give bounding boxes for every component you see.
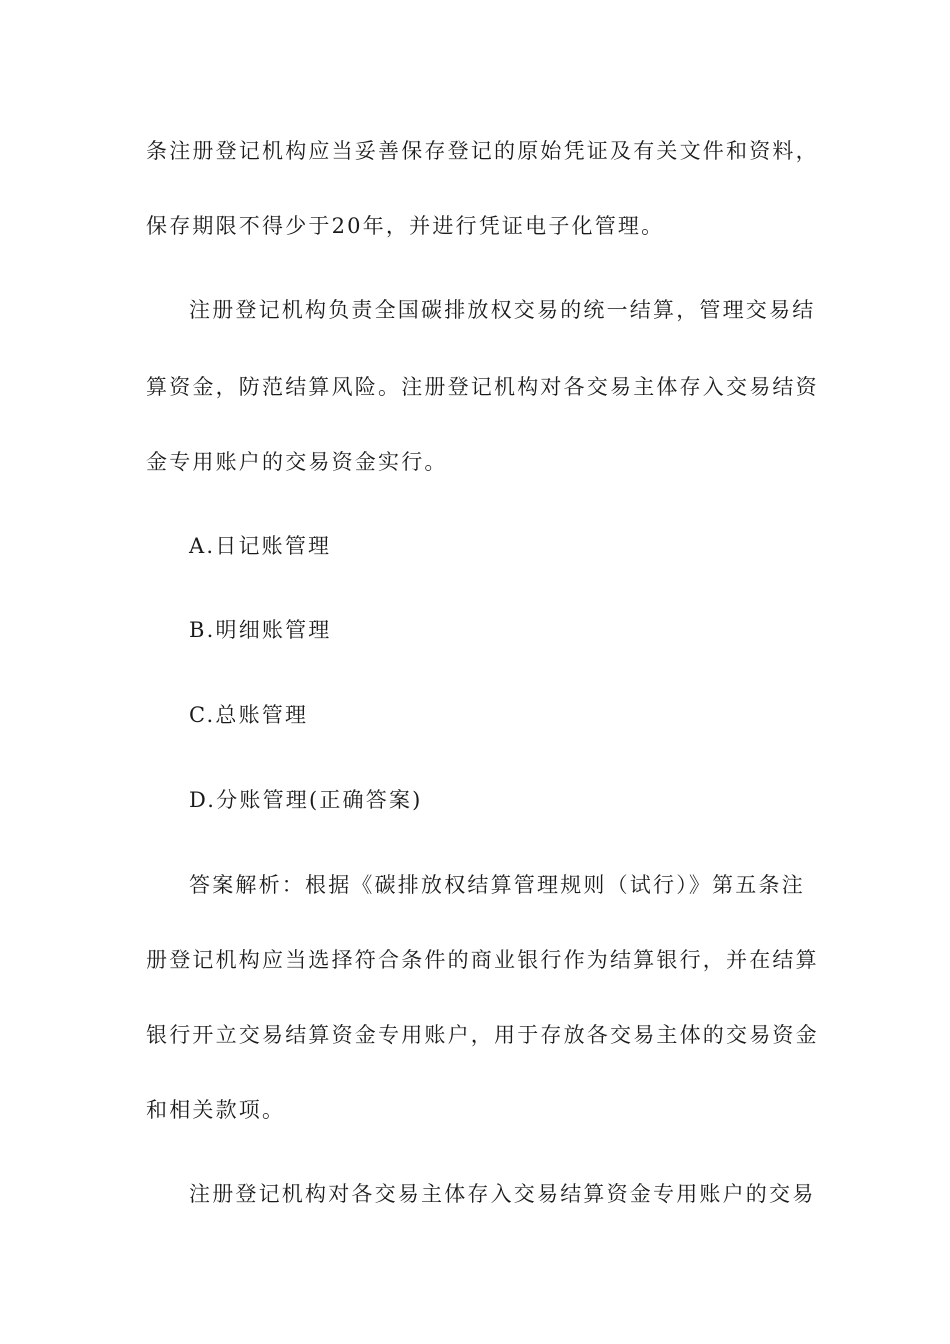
option-a: A.日记账管理	[189, 534, 332, 558]
answer-explanation-line: 银行开立交易结算资金专用账户，用于存放各交易主体的交易资金	[146, 1023, 819, 1047]
option-b: B.明细账管理	[189, 618, 332, 642]
answer-explanation-line: 和相关款项。	[146, 1098, 286, 1122]
paragraph-line: 算资金，防范结算风险。注册登记机构对各交易主体存入交易结资	[146, 375, 819, 399]
option-d: D.分账管理(正确答案)	[189, 788, 423, 812]
paragraph-line: 条注册登记机构应当妥善保存登记的原始凭证及有关文件和资料，	[146, 139, 819, 163]
answer-explanation-line: 答案解析：根据《碳排放权结算管理规则（试行）》第五条注	[189, 873, 805, 897]
option-c: C.总账管理	[189, 703, 309, 727]
paragraph-line: 注册登记机构对各交易主体存入交易结算资金专用账户的交易	[189, 1182, 816, 1206]
paragraph-line: 金专用账户的交易资金实行。	[146, 450, 448, 474]
answer-explanation-line: 册登记机构应当选择符合条件的商业银行作为结算银行，并在结算	[146, 948, 819, 972]
paragraph-line: 注册登记机构负责全国碳排放权交易的统一结算，管理交易结	[189, 298, 816, 322]
paragraph-line: 保存期限不得少于20年，并进行凭证电子化管理。	[146, 214, 665, 238]
